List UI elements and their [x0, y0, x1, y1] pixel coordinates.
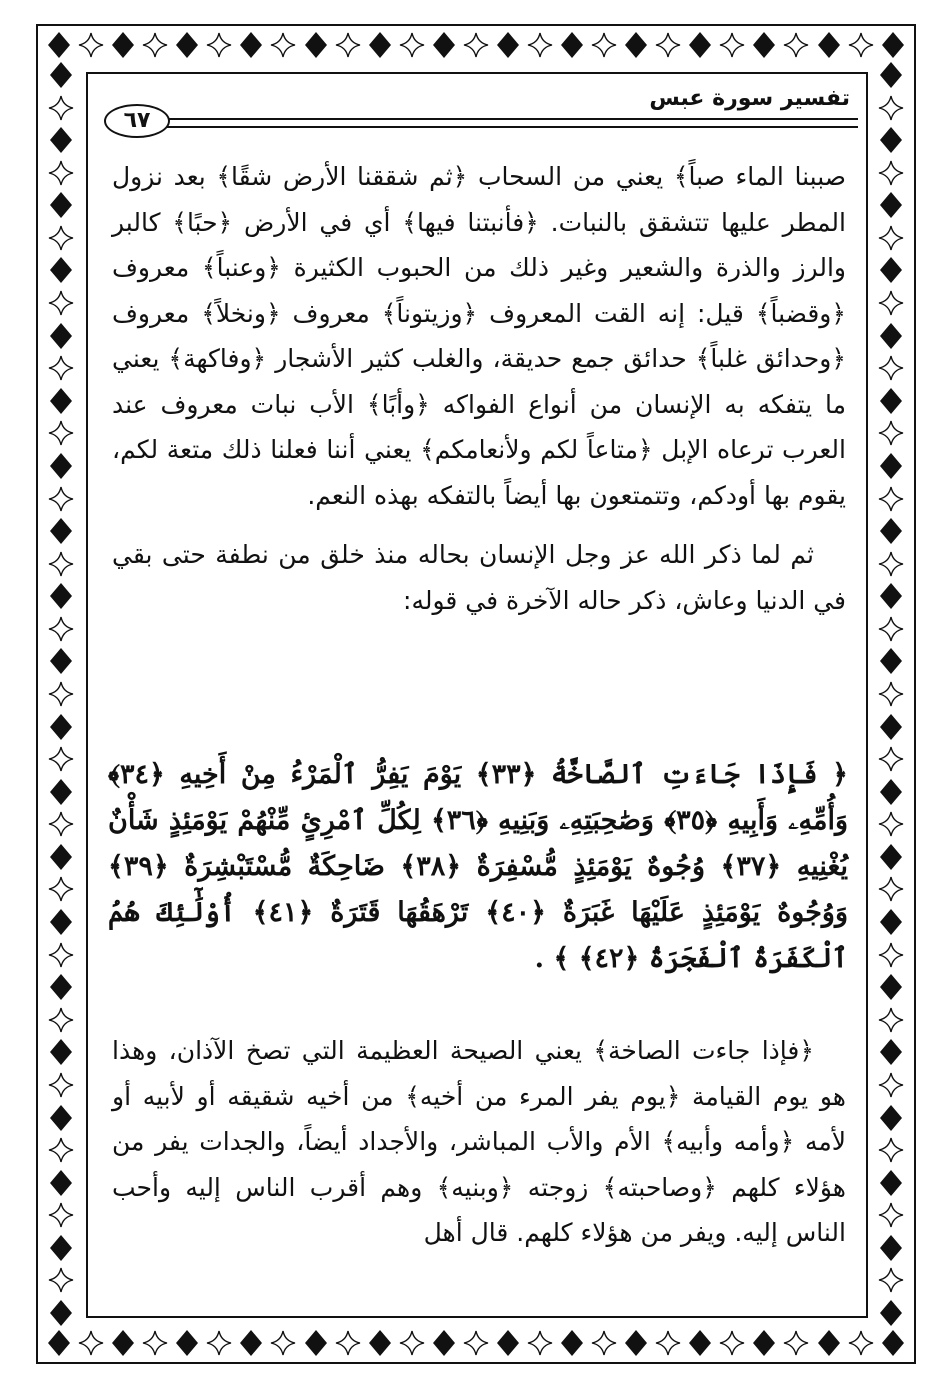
page-header [100, 84, 858, 144]
border-ornament-top [40, 28, 912, 62]
diamond-ornament-icon [876, 321, 906, 351]
star-ornament-icon [46, 288, 76, 318]
diamond-ornament-icon [301, 1328, 331, 1358]
star-ornament-icon [46, 158, 76, 188]
star-ornament-icon [46, 1265, 76, 1295]
diamond-ornament-icon [365, 30, 395, 60]
chapter-title: تفسير سورة عبس [649, 86, 850, 111]
star-ornament-icon [46, 93, 76, 123]
star-ornament-icon [876, 614, 906, 644]
star-ornament-icon [876, 1070, 906, 1100]
diamond-ornament-icon [876, 255, 906, 285]
star-ornament-icon [876, 484, 906, 514]
star-ornament-icon [461, 30, 491, 60]
diamond-ornament-icon [814, 1328, 844, 1358]
star-ornament-icon [46, 223, 76, 253]
diamond-ornament-icon [46, 777, 76, 807]
star-ornament-icon [204, 30, 234, 60]
diamond-ornament-icon [46, 972, 76, 1002]
star-ornament-icon [46, 353, 76, 383]
star-ornament-icon [46, 1005, 76, 1035]
diamond-ornament-icon [814, 30, 844, 60]
star-ornament-icon [876, 1005, 906, 1035]
star-ornament-icon [46, 614, 76, 644]
diamond-ornament-icon [621, 1328, 651, 1358]
star-ornament-icon [589, 1328, 619, 1358]
diamond-ornament-icon [108, 1328, 138, 1358]
diamond-ornament-icon [46, 321, 76, 351]
star-ornament-icon [846, 30, 876, 60]
star-ornament-icon [333, 1328, 363, 1358]
star-ornament-icon [140, 1328, 170, 1358]
star-ornament-icon [876, 940, 906, 970]
diamond-ornament-icon [46, 386, 76, 416]
diamond-ornament-icon [876, 516, 906, 546]
star-ornament-icon [46, 1200, 76, 1230]
diamond-ornament-icon [557, 1328, 587, 1358]
star-ornament-icon [876, 288, 906, 318]
star-ornament-icon [76, 1328, 106, 1358]
star-ornament-icon [781, 1328, 811, 1358]
diamond-ornament-icon [172, 1328, 202, 1358]
diamond-ornament-icon [876, 125, 906, 155]
diamond-ornament-icon [44, 30, 74, 60]
star-ornament-icon [589, 30, 619, 60]
star-ornament-icon [876, 679, 906, 709]
diamond-ornament-icon [46, 712, 76, 742]
diamond-ornament-icon [876, 1298, 906, 1328]
star-ornament-icon [46, 744, 76, 774]
diamond-ornament-icon [236, 1328, 266, 1358]
paragraph: صببنا الماء صباً﴾ يعني من السحاب ﴿ثم شققنا الأرض شقًا﴾ بعد نزول المطر عليها تتشقق بالنبات. ﴿فأنبتنا فيها﴾ أي في الأرض ﴿حبًا﴾ كالبر والرز والذرة والشعير وغير ذلك من الحبوب الكثيرة ﴿وعنباً﴾ معروف ﴿وقضباً﴾ قيل: إنه القت المعروف ﴿وزيتوناً﴾ معروف ﴿ونخلاً﴾ معروف ﴿وحدائق غلباً﴾ حدائق جمع حديقة، والغلب كثير الأشجار ﴿وفاكهة﴾ يعني ما يتفكه به الإنسان من أنواع الفواكه ﴿وأبًا﴾ الأب نبات معروف عند العرب ترعاه الإبل ﴿متاعاً لكم ولأنعامكم﴾ يعني أننا فعلنا ذلك متعة لكم، يقوم بها أودكم، وتتمتعون بها أيضاً بالتفكه بهذه النعم. [112, 162, 846, 510]
diamond-ornament-icon [46, 60, 76, 90]
diamond-ornament-icon [876, 1037, 906, 1067]
paragraph: ثم لما ذكر الله عز وجل الإنسان بحاله منذ خلق من نطفة حتى بقي في الدنيا وعاش، ذكر حاله الآخرة في قوله: [112, 540, 846, 615]
diamond-ornament-icon [876, 1103, 906, 1133]
diamond-ornament-icon [685, 1328, 715, 1358]
star-ornament-icon [876, 874, 906, 904]
diamond-ornament-icon [46, 581, 76, 611]
star-ornament-icon [397, 30, 427, 60]
diamond-ornament-icon [46, 1168, 76, 1198]
star-ornament-icon [76, 30, 106, 60]
diamond-ornament-icon [876, 777, 906, 807]
diamond-ornament-icon [621, 30, 651, 60]
diamond-ornament-icon [365, 1328, 395, 1358]
star-ornament-icon [876, 418, 906, 448]
diamond-ornament-icon [429, 1328, 459, 1358]
star-ornament-icon [876, 1135, 906, 1165]
star-ornament-icon [876, 549, 906, 579]
star-ornament-icon [653, 1328, 683, 1358]
star-ornament-icon [876, 744, 906, 774]
border-ornament-right [874, 60, 908, 1328]
star-ornament-icon [46, 940, 76, 970]
star-ornament-icon [204, 1328, 234, 1358]
diamond-ornament-icon [749, 1328, 779, 1358]
diamond-ornament-icon [876, 581, 906, 611]
diamond-ornament-icon [46, 646, 76, 676]
diamond-ornament-icon [46, 1233, 76, 1263]
diamond-ornament-icon [46, 125, 76, 155]
diamond-ornament-icon [876, 451, 906, 481]
star-ornament-icon [46, 1070, 76, 1100]
diamond-ornament-icon [108, 30, 138, 60]
diamond-ornament-icon [46, 255, 76, 285]
star-ornament-icon [46, 549, 76, 579]
star-ornament-icon [876, 223, 906, 253]
star-ornament-icon [46, 1135, 76, 1165]
diamond-ornament-icon [46, 842, 76, 872]
diamond-ornament-icon [876, 190, 906, 220]
star-ornament-icon [525, 1328, 555, 1358]
star-ornament-icon [876, 93, 906, 123]
diamond-ornament-icon [46, 1037, 76, 1067]
diamond-ornament-icon [876, 60, 906, 90]
star-ornament-icon [876, 1265, 906, 1295]
star-ornament-icon [876, 1200, 906, 1230]
star-ornament-icon [46, 484, 76, 514]
diamond-ornament-icon [236, 30, 266, 60]
star-ornament-icon [717, 30, 747, 60]
diamond-ornament-icon [429, 30, 459, 60]
diamond-ornament-icon [46, 1298, 76, 1328]
star-ornament-icon [525, 30, 555, 60]
star-ornament-icon [46, 418, 76, 448]
page-number: ٦٧ [104, 104, 170, 138]
star-ornament-icon [46, 874, 76, 904]
diamond-ornament-icon [878, 30, 908, 60]
star-ornament-icon [46, 809, 76, 839]
star-ornament-icon [653, 30, 683, 60]
star-ornament-icon [846, 1328, 876, 1358]
star-ornament-icon [268, 30, 298, 60]
star-ornament-icon [876, 353, 906, 383]
diamond-ornament-icon [46, 1103, 76, 1133]
star-ornament-icon [717, 1328, 747, 1358]
diamond-ornament-icon [876, 907, 906, 937]
star-ornament-icon [876, 809, 906, 839]
diamond-ornament-icon [876, 386, 906, 416]
quran-verses: ﴿ فَإِذَا جَاءَتِ ٱلصَّاخَّةُ ﴿٣٣﴾ يَوْمَ يَفِرُّ ٱلْمَرْءُ مِنْ أَخِيهِ ﴿٣٤﴾ وَأُمِّهِۦ وَأَبِيهِ ﴿٣٥﴾ وَصَٰحِبَتِهِۦ وَبَنِيهِ ﴿٣٦﴾ لِكُلِّ ٱمْرِئٍ مِّنْهُمْ يَوْمَئِذٍ شَأْنٌ يُغْنِيهِ ﴿٣٧﴾ وُجُوهٌ يَوْمَئِذٍ مُّسْفِرَةٌ ﴿٣٨﴾ ضَاحِكَةٌ مُّسْتَبْشِرَةٌ ﴿٣٩﴾ وَوُجُوهٌ يَوْمَئِذٍ عَلَيْهَا غَبَرَةٌ ﴿٤٠﴾ تَرْهَقُهَا قَتَرَةٌ ﴿٤١﴾ أُوْلَٰٓئِكَ هُمُ ٱلْكَفَرَةُ ٱلْفَجَرَةُ ﴿٤٢﴾ ﴾ . [108, 759, 849, 974]
diamond-ornament-icon [876, 712, 906, 742]
border-ornament-bottom [40, 1326, 912, 1360]
diamond-ornament-icon [876, 646, 906, 676]
star-ornament-icon [46, 679, 76, 709]
star-ornament-icon [140, 30, 170, 60]
star-ornament-icon [461, 1328, 491, 1358]
diamond-ornament-icon [493, 1328, 523, 1358]
diamond-ornament-icon [301, 30, 331, 60]
star-ornament-icon [876, 158, 906, 188]
star-ornament-icon [397, 1328, 427, 1358]
diamond-ornament-icon [876, 1168, 906, 1198]
diamond-ornament-icon [44, 1328, 74, 1358]
diamond-ornament-icon [46, 190, 76, 220]
diamond-ornament-icon [876, 1233, 906, 1263]
diamond-ornament-icon [749, 30, 779, 60]
header-rule [160, 118, 858, 128]
diamond-ornament-icon [46, 516, 76, 546]
main-text [112, 154, 846, 623]
diamond-ornament-icon [557, 30, 587, 60]
border-ornament-left [44, 60, 78, 1328]
diamond-ornament-icon [876, 842, 906, 872]
star-ornament-icon [781, 30, 811, 60]
diamond-ornament-icon [172, 30, 202, 60]
diamond-ornament-icon [46, 451, 76, 481]
diamond-ornament-icon [685, 30, 715, 60]
diamond-ornament-icon [493, 30, 523, 60]
diamond-ornament-icon [876, 972, 906, 1002]
star-ornament-icon [268, 1328, 298, 1358]
star-ornament-icon [333, 30, 363, 60]
diamond-ornament-icon [878, 1328, 908, 1358]
commentary-paragraph: ﴿فإذا جاءت الصاخة﴾ يعني الصيحة العظيمة التي تصخ الآذان، وهذا هو يوم القيامة ﴿يوم يفر المرء من أخيه﴾ من أخيه شقيقه أو لأبيه أو لأمه ﴿وأمه وأبيه﴾ الأم والأب المباشر، والأجداد أيضاً، والجدات يفر من هؤلاء كلهم ﴿وصاحبته﴾ زوجته ﴿وبنيه﴾ وهم أقرب الناس إليه وأحب الناس إليه. ويفر من هؤلاء كلهم. قال أهل [112, 1036, 846, 1247]
diamond-ornament-icon [46, 907, 76, 937]
